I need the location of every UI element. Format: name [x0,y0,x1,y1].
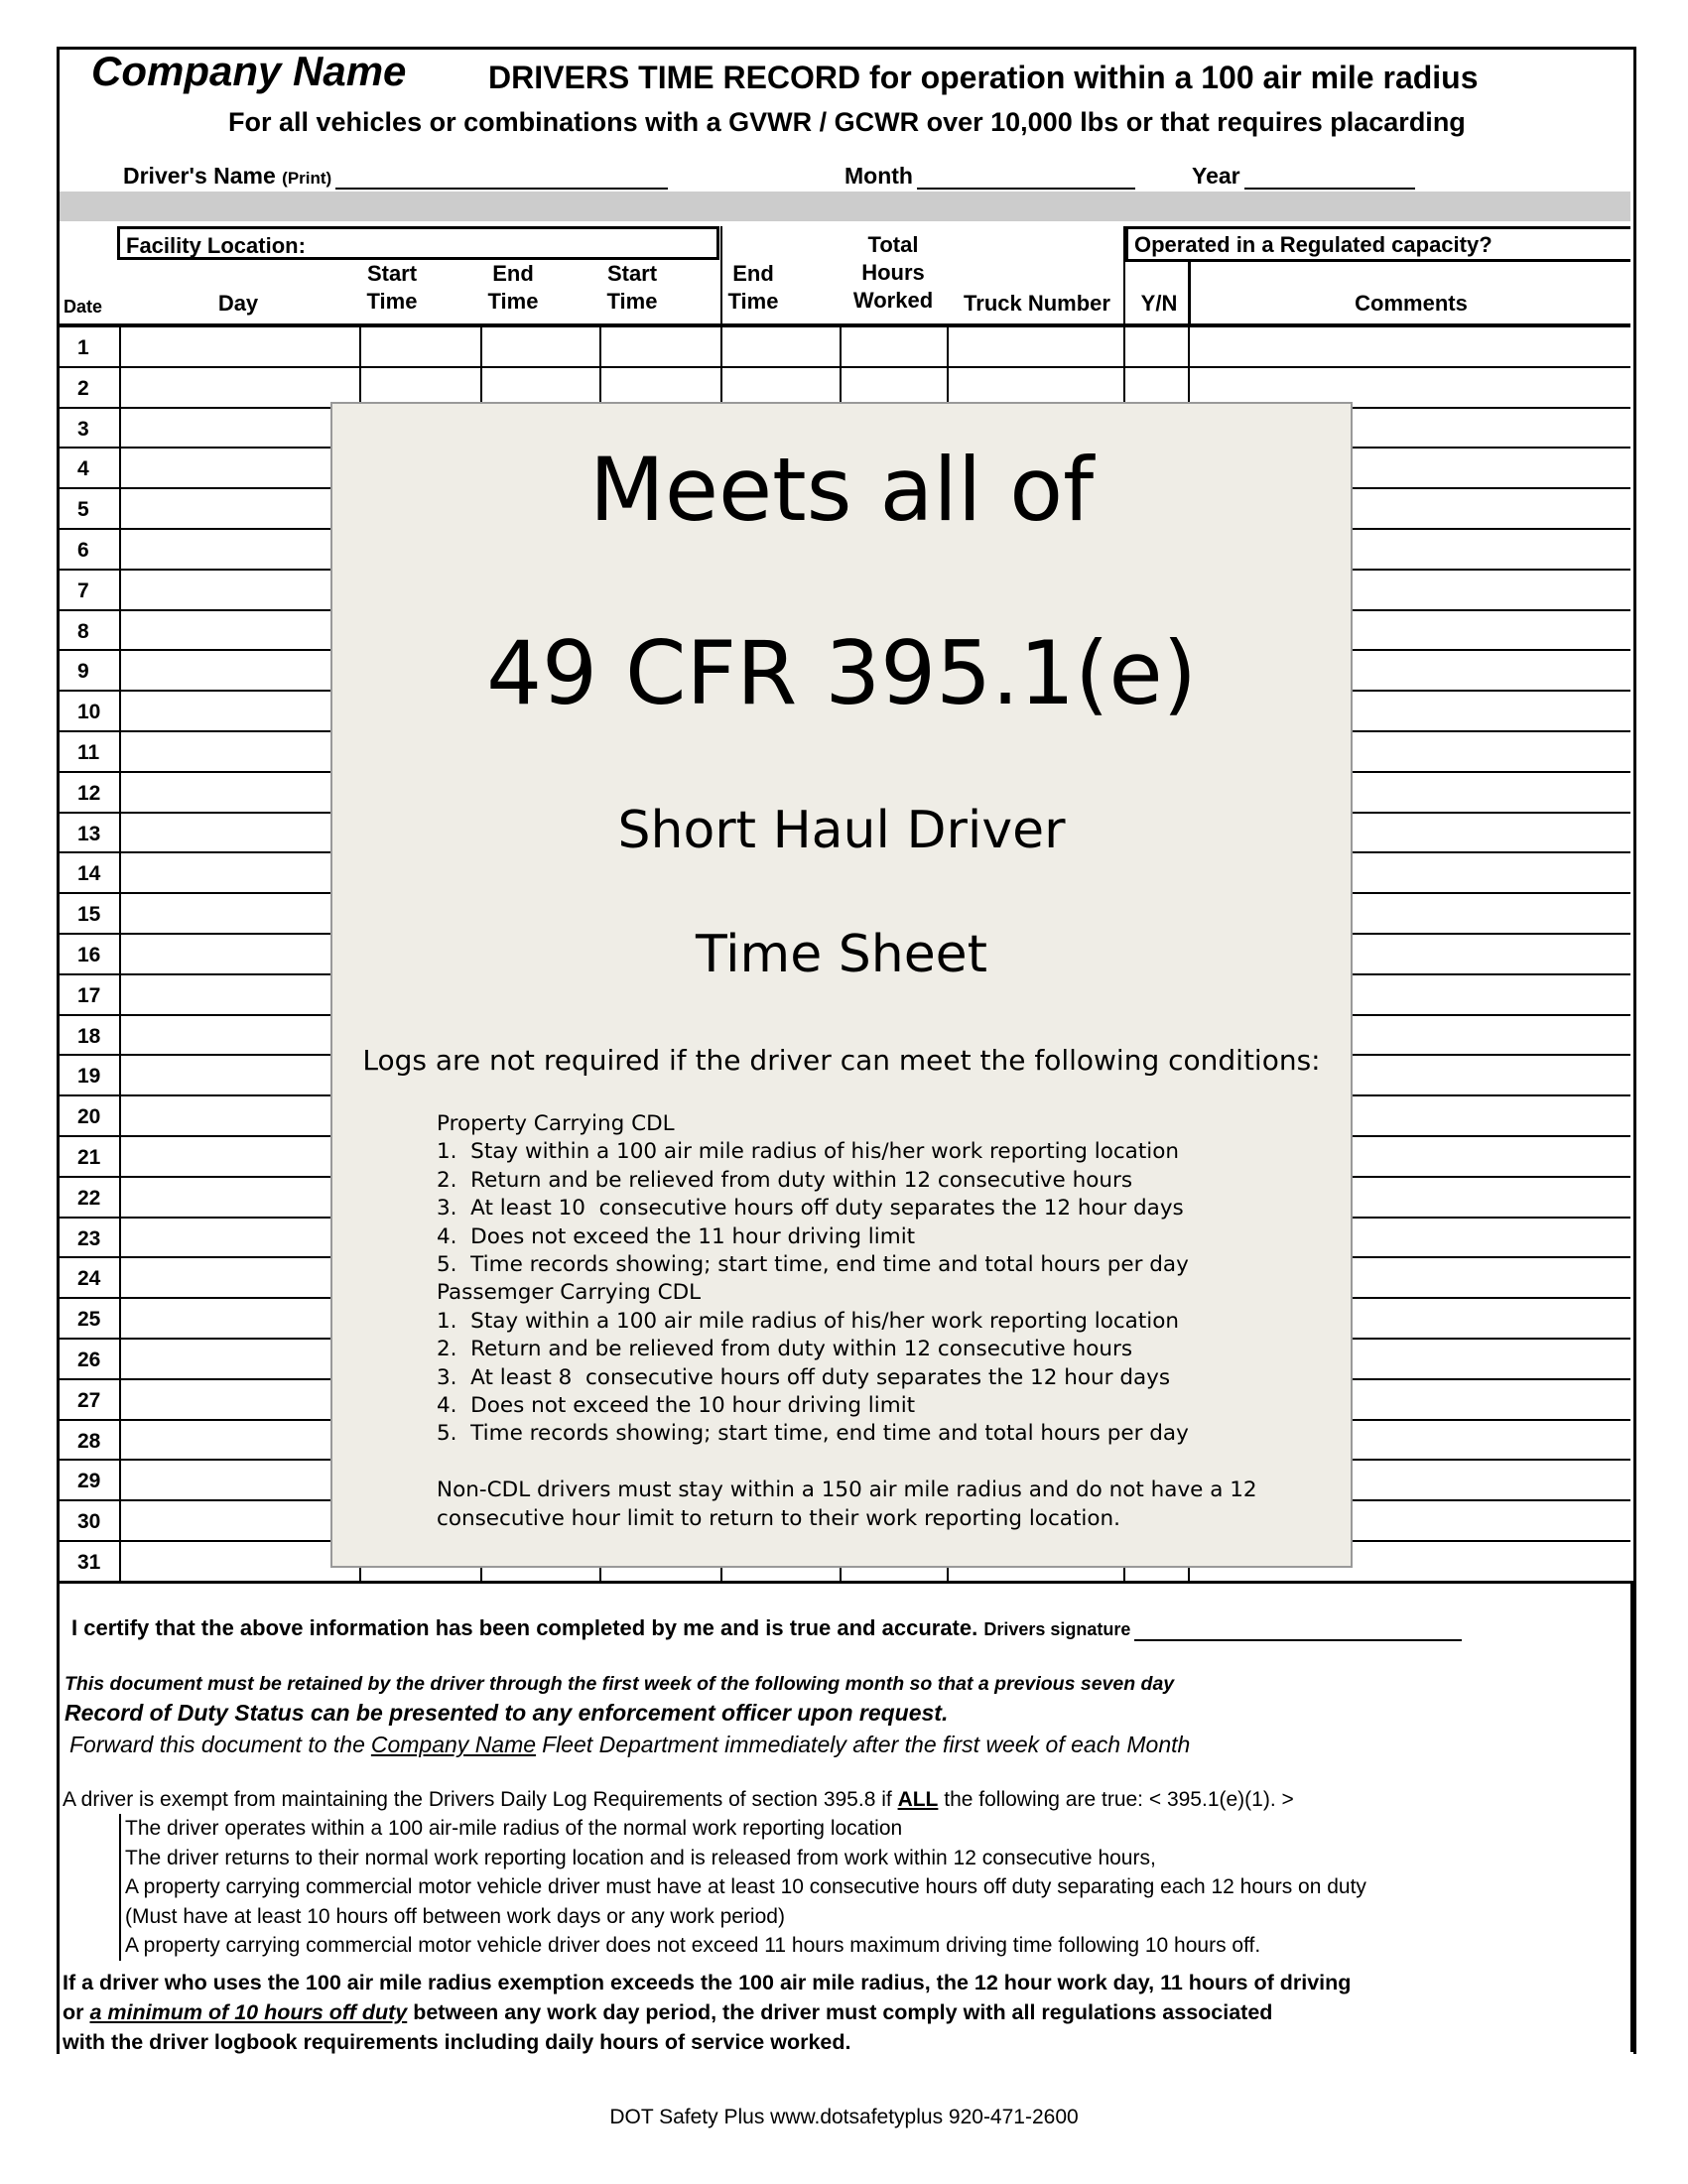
forward-note [69,1732,1190,1758]
col-yn: Y/N [1140,291,1178,316]
regulated-capacity-header: Operated in a Regulated capacity? [1125,226,1630,262]
col-comments: Comments [1355,291,1468,316]
table-row[interactable] [60,325,1630,366]
row-date-number: 9 [77,660,89,684]
row-date-number: 27 [77,1388,101,1412]
condition-item: The driver operates within a 100 air-mile radius of the normal work reporting location [125,1817,903,1840]
row-date-number: 12 [77,781,101,805]
header-band [60,192,1630,221]
col-truck-number: Truck Number [964,291,1110,316]
year-label: Year [1192,163,1240,189]
month-field[interactable] [844,163,1135,190]
col-start-time-2: Start Time [606,261,658,314]
row-date-number: 7 [77,578,89,602]
row-date-number: 2 [77,376,89,400]
comments-divider [1188,261,1191,325]
retain-note-1: This document must be retained by the driver through the first week of the following month so that a previous seven day [65,1673,1175,1695]
exemption-warning [63,1968,1351,2057]
form-title: DRIVERS TIME RECORD for operation within a 100 air mile radius [488,60,1479,95]
condition-item: (Must have at least 10 hours off between work days or any work period) [125,1904,785,1928]
warning-or: or [63,2000,84,2024]
print-label: (Print) [282,169,332,188]
panel-heading-2: 49 CFR 395.1(e) [486,622,1197,724]
row-date-number: 21 [77,1146,101,1169]
forward-company: Company Name [370,1732,537,1757]
warning-line-2 [63,1997,1351,2027]
panel-heading-4: Time Sheet [695,925,988,984]
condition-item: A property carrying commercial motor vehicle driver does not exceed 11 hours maximum driving time following 10 hours off. [125,1934,1261,1957]
panel-conditions-list: Property Carrying CDL 1. Stay within a 100 air mile radius of his/her work reporting location 2. Return and be relieved from duty within 12 consecutive hours 3. At least 10 consecutive hours off duty separates the 12 hour days 4. Does not exceed the 11 hour driving limit 5. Time records showing; start time, end time and total hours per day Passemger Carrying CDL 1. Stay within a 100 air mile radius of his/her work reporting location 2. Return and be relieved from duty within 12 consecutive hours 3. At least 8 consecutive hours off duty separates the 12 hour days 4. Does not exceed the 10 hour driving limit 5. Time records showing; start time, end time and total hours per day Non-CDL drivers must stay within a 150 air mile radius and do not have a 12 consecutive hour limit to return to their work reporting location. [437,1111,1257,1531]
month-line[interactable] [917,166,1135,190]
row-date-number: 28 [77,1429,101,1453]
col-end-time-1: End Time [487,261,539,314]
row-date-number: 14 [77,862,101,886]
exempt-after: the following are true: < 395.1(e)(1). > [944,1788,1294,1811]
row-date-number: 10 [77,701,101,724]
row-date-number: 17 [77,983,101,1007]
row-date-number: 16 [77,944,101,966]
table-row[interactable] [60,366,1630,407]
exemption-intro [63,1788,1294,1812]
row-date-number: 6 [77,539,89,562]
exempt-before: A driver is exempt from maintaining the Drivers Daily Log Requirements of section 395.8 if [63,1788,892,1811]
certify-text: I certify that the above information has been completed by me and is true and accurate. [71,1615,978,1640]
col-start-time-1: Start Time [366,261,418,314]
grid-bottom-border [60,1581,1630,1584]
row-date-number: 15 [77,903,101,927]
row-date-number: 22 [77,1186,101,1210]
col-day: Day [217,291,259,316]
col-end-time-2: End Time [727,261,779,314]
panel-heading-1: Meets all of [588,439,1095,541]
row-date-number: 19 [77,1065,101,1089]
year-line[interactable] [1244,166,1415,190]
row-date-number: 8 [77,619,89,643]
row-date-number: 3 [77,417,89,441]
forward-before: Forward this document to the [69,1732,365,1757]
exempt-all: ALL [897,1788,939,1811]
signature-label: Drivers signature [983,1619,1131,1639]
row-date-number: 30 [77,1510,101,1534]
row-date-number: 11 [77,741,100,764]
drivers-name-line[interactable] [335,166,668,190]
row-date-number: 26 [77,1349,101,1371]
row-date-number: 4 [77,457,89,481]
drivers-name-field[interactable] [123,163,668,190]
row-date-number: 5 [77,498,89,522]
panel-lead: Logs are not required if the driver can meet the following conditions: [362,1044,1321,1077]
frame-right-lower [1630,1581,1633,2052]
row-date-number: 23 [77,1226,101,1250]
certification-line [71,1615,1462,1641]
row-date-number: 31 [77,1551,101,1574]
row-date-number: 20 [77,1105,101,1129]
row-date-number: 13 [77,822,101,845]
row-date-number: 25 [77,1308,101,1332]
row-date-number: 18 [77,1024,101,1048]
forward-after: Fleet Department immediately after the first week of each Month [542,1732,1191,1757]
drivers-name-label: Driver's Name [123,163,276,189]
row-date-number: 24 [77,1267,101,1291]
form-subtitle: For all vehicles or combinations with a GVWR / GCWR over 10,000 lbs or that requires placarding [228,107,1466,137]
exemption-conditions [119,1814,1366,1961]
retain-note-2: Record of Duty Status can be presented to any enforcement officer upon request. [65,1700,949,1726]
month-label: Month [844,163,913,189]
col-date: Date [64,297,103,317]
signature-line[interactable] [1134,1621,1462,1641]
short-haul-info-panel [330,402,1353,1568]
condition-item: A property carrying commercial motor vehicle driver must have at least 10 consecutive hours off duty separating each 12 hours on duty [125,1875,1366,1898]
warning-rest: between any work day period, the driver must comply with all regulations associated [413,2000,1273,2024]
row-date-number: 1 [77,336,89,359]
footer-contact: DOT Safety Plus www.dotsafetyplus 920-471-2600 [609,2106,1079,2128]
warning-emphasis: a minimum of 10 hours off duty [89,2000,408,2024]
warning-line-1: If a driver who uses the 100 air mile radius exemption exceeds the 100 air mile radius, the 12 hour work day, 11 hours of driving [63,1971,1352,1994]
facility-location-field[interactable]: Facility Location: [117,226,719,260]
row-date-number: 29 [77,1470,101,1493]
warning-line-3: with the driver logbook requirements including daily hours of service worked. [63,2030,851,2054]
col-total-hours: Total Hours Worked [852,232,934,313]
condition-item: The driver returns to their normal work reporting location and is released from work within 12 consecutive hours, [125,1846,1156,1869]
panel-heading-3: Short Haul Driver [617,801,1066,860]
year-field[interactable] [1192,163,1415,190]
company-name: Company Name [91,48,407,94]
